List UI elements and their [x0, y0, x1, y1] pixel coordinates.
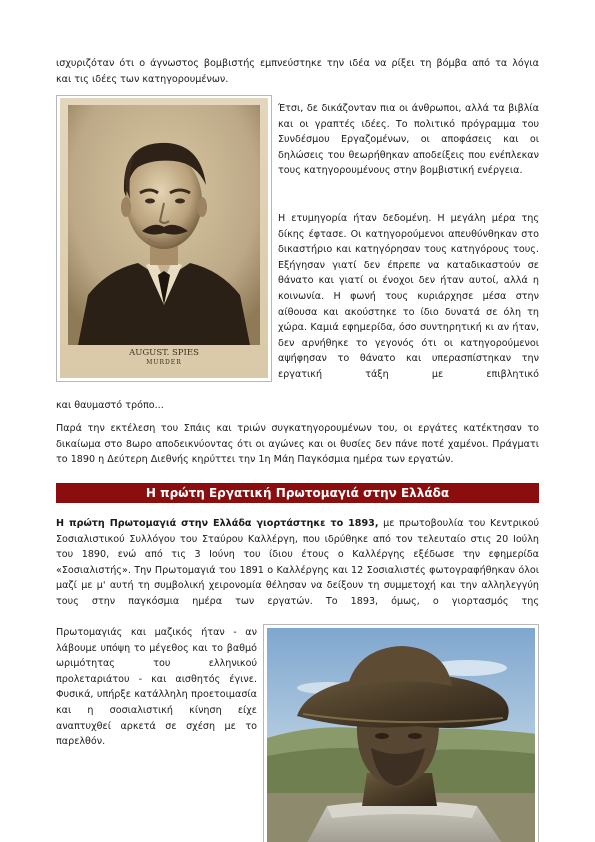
section-heading: Η πρώτη Εργατική Πρωτομαγιά στην Ελλάδα	[56, 483, 539, 503]
paragraph-trial-ideas: Έτσι, δε δικάζονταν πια οι άνθρωποι, αλλά τα βιβλία και οι γραπτές ιδέες. Το πολιτικό πρόγραμμα του Συνδέσμου Εργαζομένων, οι αποφάσεις και οι δηλώσεις του θεωρήθηκαν αποδείξεις που ενέπλεκαν τους κατηγορουμένους στην βομβιστική ενέργεια.	[278, 103, 539, 177]
statue-image	[267, 628, 535, 842]
paragraph-lead-rest: με πρωτοβουλία του Κεντρικού Σοσιαλιστικού Συλλόγου του Σταύρου Καλλέργη, που ιδρύθηκε από τον τελευταίο στις 20 Ιούλη του 1890, ενώ από τις 3 Ιούνη του ίδιου έτους ο Καλλέργης εξέδωσε την εφημερίδα «Σοσιαλιστής». Την Πρωτομαγιά του 1891 ο Καλλέργης και 12 Σοσιαλιστές φωτογραφήθηκαν όλοι μαζί με μ' αυτή τη συμβολική χειρονομία θέλησαν να δείξουν τη συμμετοχή και την αλληλεγγύη τους στην παγκόσμια ημέρα των εργατών. Το 1893, όμως, ο γιορτασμός της	[56, 518, 539, 607]
portrait-photo	[56, 95, 272, 382]
portrait-caption	[60, 348, 268, 368]
statue-photo	[263, 624, 539, 842]
paragraph-intro-line2: και τις ιδέες των κατηγορουμένων.	[56, 74, 229, 85]
paragraph-verdict-tail: και θαυμαστό τρόπο...	[56, 400, 164, 411]
portrait-image	[68, 105, 260, 345]
paragraph-first-mayday-greece	[56, 516, 539, 625]
paragraph-intro-line1: ισχυριζόταν ότι ο άγνωστος βομβιστής εμπνεύστηκε την ιδέα να ρίξει τη βόμβα από τα λόγια	[56, 58, 539, 69]
paragraph-eight-hours: Παρά την εκτέλεση του Σπάις και τριών συγκατηγορουμένων του, οι εργάτες κατέκτησαν το δικαίωμα στο 8ωρο αποδεικνύοντας ότι οι αγώνες και οι θυσίες δεν πάνε ποτέ χαμένοι. Πράγματι το 1890 η Δεύτερη Διεθνής κηρύττει την 1η Μάη Παγκόσμια ημέρα των εργατών.	[56, 423, 539, 466]
portrait-caption-sub: MURDER	[146, 359, 182, 366]
paragraph-preparation: Πρωτομαγιάς και μαζικός ήταν - αν λάβουμε υπόψη το μέγεθος και το βαθμό ωριμότητας του ελληνικού προλεταριάτου - και αισθητός έγινε. Φυσικά, υπήρξε κατάλληλη προετοιμασία και η σοσιαλιστική κίνηση είχε αναπτυχθεί αρκετά σε σχέση με το παρελθόν.	[56, 627, 257, 748]
paragraph-lead-bold: Η πρώτη Πρωτομαγιά στην Ελλάδα γιορτάστηκε το 1893,	[56, 518, 379, 529]
portrait-caption-name: AUGUST. SPIES	[129, 348, 199, 358]
paragraph-verdict: Η ετυμηγορία ήταν δεδομένη. Η μεγάλη μέρα της δίκης έφτασε. Οι κατηγορούμενοι απευθύνθηκαν στο δικαστήριο και κατηγόρησαν τους κατηγόρους τους. Εξήγησαν γιατί δεν έπρεπε να καταδικαστούν σε θάνατο και γιατί οι ένοχοι δεν ήταν αυτοί, αλλά η κοινωνία. Η φωνή τους κυριάρχησε μέσα στην αίθουσα και ακούστηκε το ίδιο δυνατά σε όλη τη χώρα. Καμιά εφημερίδα, όσο συντηρητική κι αν ήταν, δεν αρνήθηκε το γεγονός ότι οι κατηγορούμενοι αψήφησαν το θάνατο και υπερασπίστηκαν την εργατική τάξη με επιβλητικό	[278, 213, 539, 380]
